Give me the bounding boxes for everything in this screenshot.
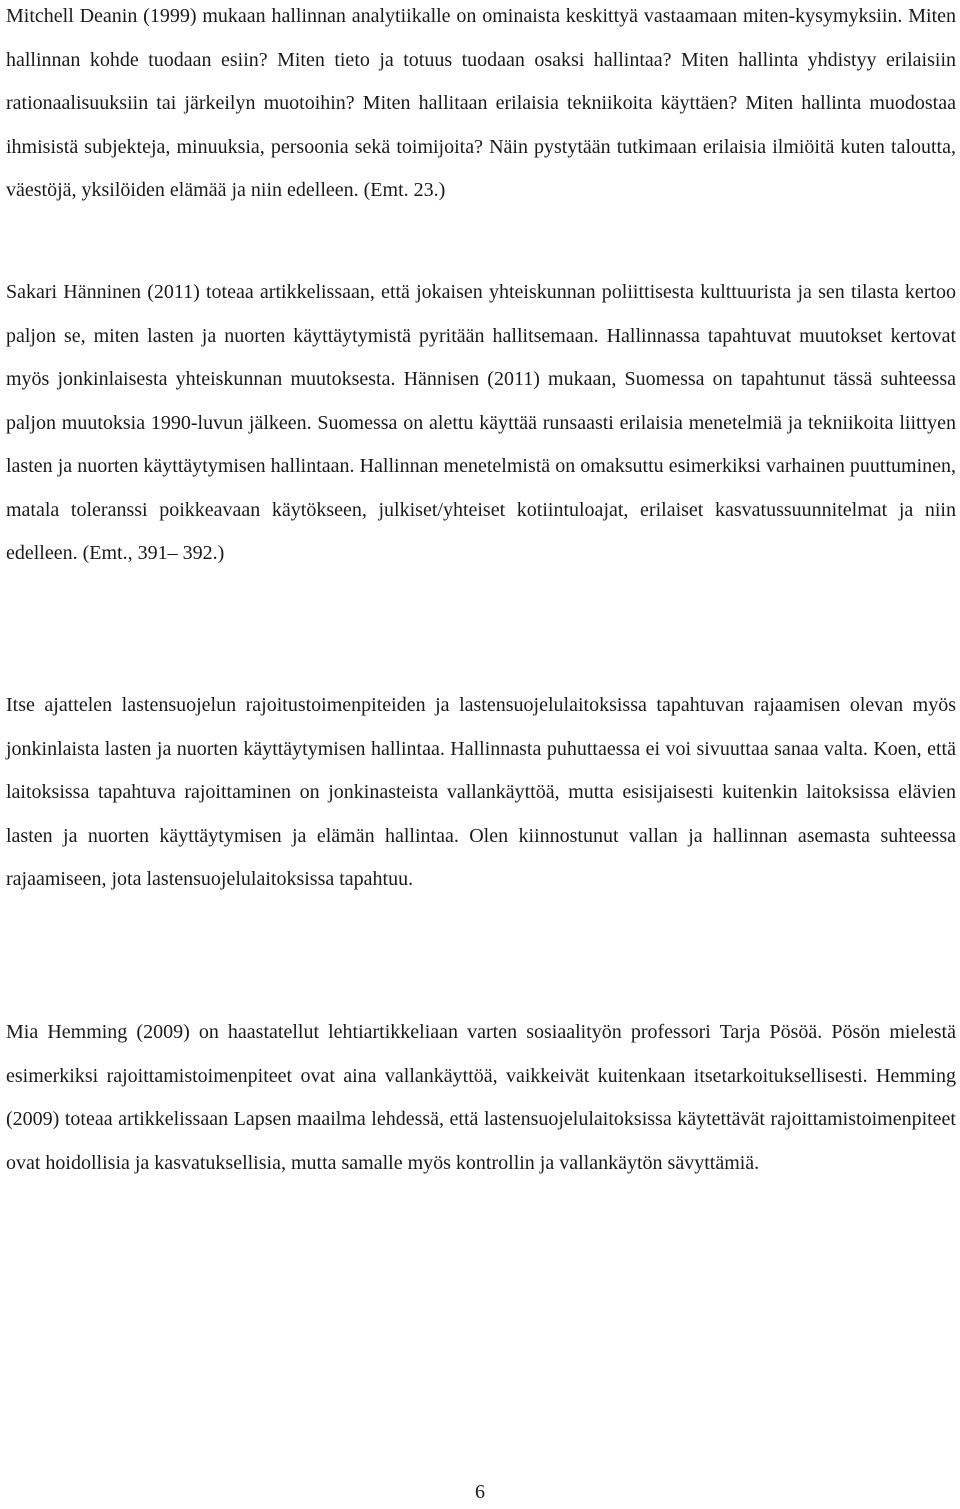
- paragraph-deanin: Mitchell Deanin (1999) mukaan hallinnan analytiikalle on ominaista keskittyä vastaamaan miten-kysymyksiin. Miten hallinnan kohde tuodaan esiin? Miten tieto ja totuus tuodaan osaksi hallintaa? Miten hallinta yhdistyy erilaisiin rationaalisuuksiin tai järkeilyn muotoihin? Miten hallitaan erilaisia tekniikoita käyttäen? Miten hallinta muodostaa ihmisistä subjekteja, minuuksia, persoonia sekä toimijoita? Näin pystytään tutkimaan erilaisia ilmiöitä kuten taloutta, väestöjä, yksilöiden elämää ja niin edelleen. (Emt. 23.): [6, 5, 956, 201]
- page-number: 6: [475, 1481, 485, 1503]
- paragraph-own-view: Itse ajattelen lastensuojelun rajoitustoimenpiteiden ja lastensuojelulaitoksissa tapahtuvan rajaamisen olevan myös jonkinlaista lasten ja nuorten käyttäytymisen hallintaa. Hallinnasta puhuttaessa ei voi sivuuttaa sanaa valta. Koen, että laitoksissa tapahtuva rajoittaminen on jonkinasteista vallankäyttöä, mutta esisijaisesti kuitenkin laitoksissa elävien lasten ja nuorten käyttäytymisen ja elämän hallintaa. Olen kiinnostunut vallan ja hallinnan asemasta suhteessa rajaamiseen, jota lastensuojelulaitoksissa tapahtuu.: [6, 694, 956, 890]
- document-page: [6, 0, 956, 1509]
- paragraph-hanninen: Sakari Hänninen (2011) toteaa artikkelissaan, että jokaisen yhteiskunnan poliittisesta kulttuurista ja sen tilasta kertoo paljon se, miten lasten ja nuorten käyttäytymistä pyritään hallitsemaan. Hallinnassa tapahtuvat muutokset kertovat myös jonkinlaisesta yhteiskunnan muutoksesta. Hännisen (2011) mukaan, Suomessa on tapahtunut tässä suhteessa paljon muutoksia 1990-luvun jälkeen. Suomessa on alettu käyttää runsaasti erilaisia menetelmiä ja tekniikoita liittyen lasten ja nuorten käyttäytymisen hallintaan. Hallinnan menetelmistä on omaksuttu esimerkiksi varhainen puuttuminen, matala toleranssi poikkeavaan käytökseen, julkiset/yhteiset kotiintuloajat, erilaiset kasvatussuunnitelmat ja niin edelleen. (Emt., 391– 392.): [6, 281, 956, 564]
- paragraph-hemming: Mia Hemming (2009) on haastatellut lehtiartikkeliaan varten sosiaalityön professori Tarja Pösöä. Pösön mielestä esimerkiksi rajoittamistoimenpiteet ovat aina vallankäyttöä, vaikkeivät kuitenkaan itsetarkoituksellisesti. Hemming (2009) toteaa artikkelissaan Lapsen maailma lehdessä, että lastensuojelulaitoksissa käytettävät rajoittamistoimenpiteet ovat hoidollisia ja kasvatuksellisia, mutta samalle myös kontrollin ja vallankäytön sävyttämiä.: [6, 1021, 956, 1174]
